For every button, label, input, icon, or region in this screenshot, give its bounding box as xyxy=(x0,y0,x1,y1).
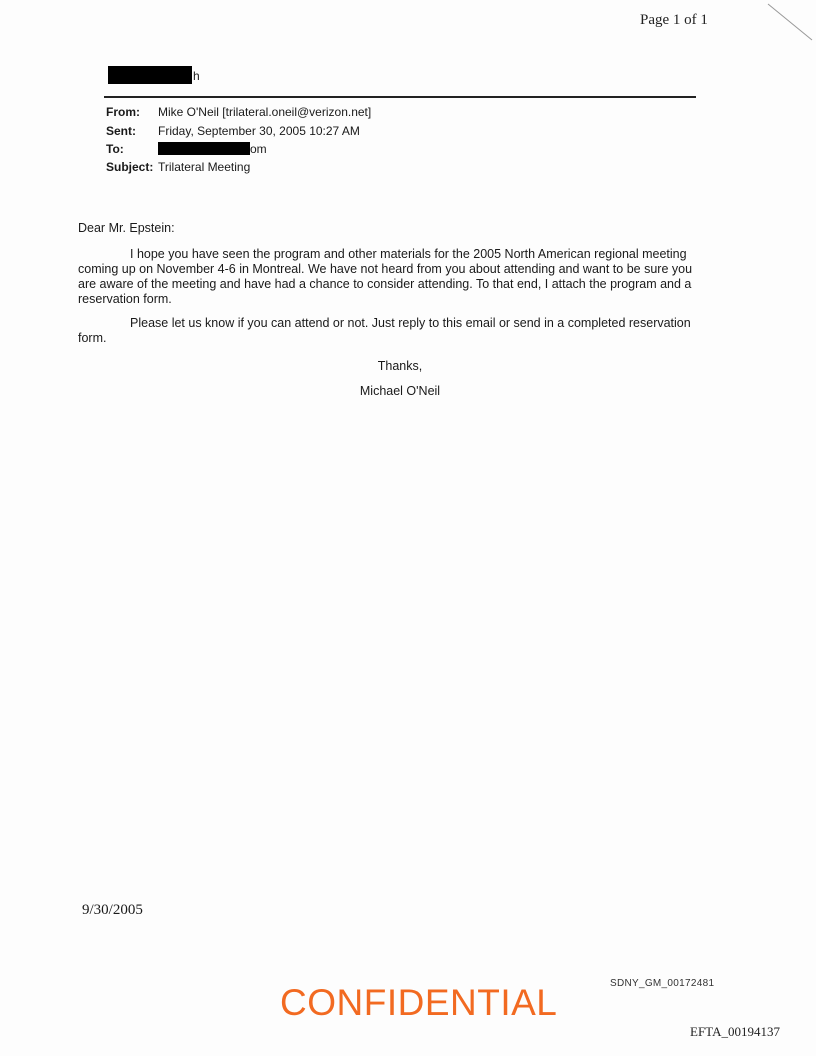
to-redaction-box xyxy=(158,142,250,155)
header-subject xyxy=(106,159,250,175)
header-subject-label: Subject: xyxy=(106,160,154,174)
page-number: Page 1 of 1 xyxy=(640,12,708,28)
header-from-label: From: xyxy=(106,105,140,119)
scan-corner-line xyxy=(0,0,816,60)
header-from xyxy=(106,104,371,120)
header-to xyxy=(106,141,267,157)
header-sent-value: Friday, September 30, 2005 10:27 AM xyxy=(158,124,360,138)
header-sent-label: Sent: xyxy=(106,124,136,138)
header-to-value: om xyxy=(250,142,267,156)
header-to-label: To: xyxy=(106,142,124,156)
header-sent xyxy=(106,123,360,139)
redaction-box xyxy=(108,66,192,84)
bates-number: SDNY_GM_00172481 xyxy=(610,978,715,989)
body-paragraph-2: Please let us know if you can attend or not. Just reply to this email or send in a completed reservation form. xyxy=(78,316,691,345)
body-paragraph-1: I hope you have seen the program and other materials for the 2005 North American regional meeting coming up on November 4-6 in Montreal. We have not heard from you about attending and want to be sure you are aware of the meeting and have had a chance to consider attending. To that end, I attach the program and a reservation form. xyxy=(78,247,693,306)
redacted-name-fragment: h xyxy=(193,69,200,83)
salutation: Dear Mr. Epstein: xyxy=(78,221,175,235)
efta-number: EFTA_00194137 xyxy=(690,1024,780,1039)
signature: Michael O'Neil xyxy=(359,384,441,398)
confidential-stamp: CONFIDENTIAL xyxy=(280,982,558,1023)
header-rule xyxy=(104,96,696,98)
footer-date: 9/30/2005 xyxy=(82,902,143,918)
header-from-value: Mike O'Neil [trilateral.oneil@verizon.net] xyxy=(158,105,372,119)
closing: Thanks, xyxy=(377,359,423,373)
header-subject-value: Trilateral Meeting xyxy=(158,160,251,174)
